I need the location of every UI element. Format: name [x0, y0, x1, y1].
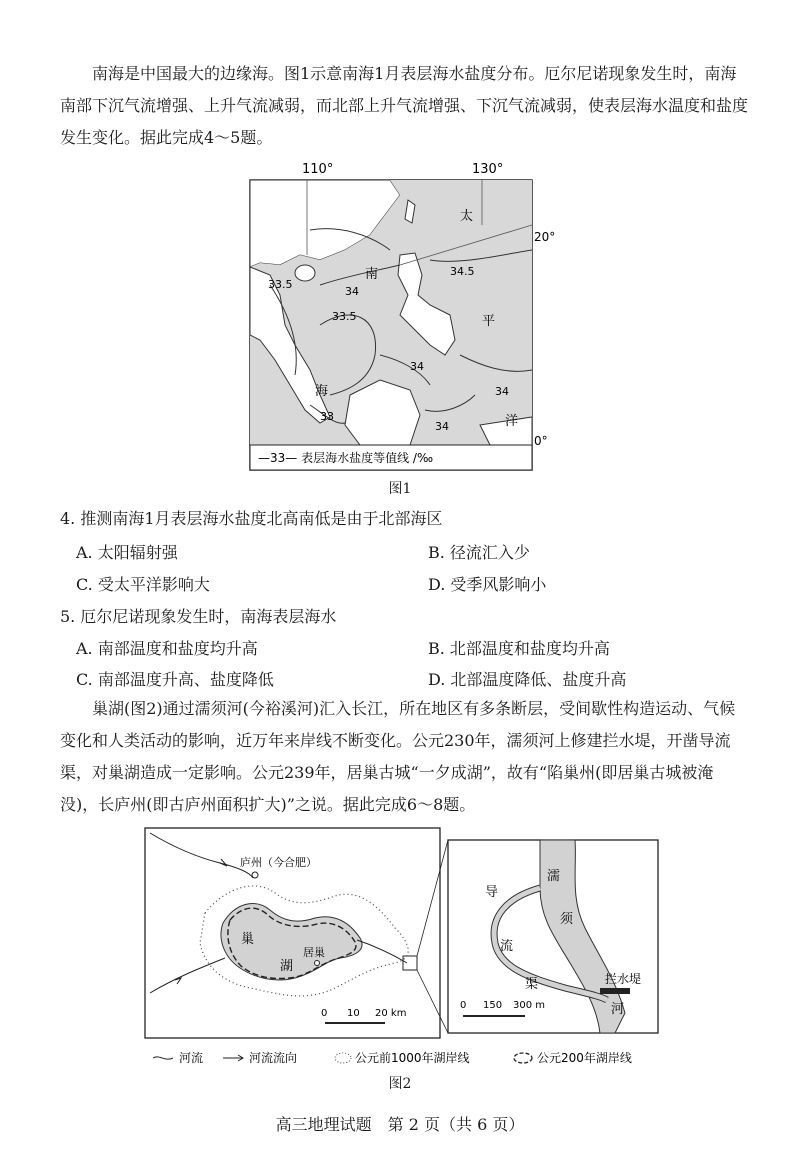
- river-char-1: 濡: [547, 869, 561, 884]
- ocean-name-char-1: 太: [460, 209, 474, 224]
- dam-label: 拦水堤: [605, 972, 642, 986]
- legend-text: —33— 表层海水盐度等值线 /‰: [258, 451, 434, 465]
- legend-1000bc-symbol: [335, 1053, 351, 1063]
- intro-paragraph-2: 巢湖(图2)通过濡须河(今裕溪河)汇入长江，所在地区有多条断层，受间歇性构造运动、气候变化和人类活动的影响，近万年来岸线不断变化。公元230年，濡须河上修建拦水堤，开凿导流渠，对巢湖造成一定影响。公元239年，居巢古城“一夕成湖”，故有“陷巢州(即居巢古城被淹没)，长庐州(即古庐州面积扩大)”之说。据此完成6～8题。: [60, 699, 736, 814]
- figure-1-map: [250, 155, 556, 479]
- luzhou-label: 庐州（今合肥）: [240, 856, 317, 869]
- q4-option-a[interactable]: A. 太阳辐射强: [76, 543, 178, 562]
- sea-name-char-2: 海: [315, 384, 329, 399]
- scale-right-0: 0: [460, 1000, 467, 1011]
- legend-river-label: 河流: [179, 1051, 204, 1065]
- juchao-dot: [315, 961, 320, 966]
- q4-option-b[interactable]: B. 径流汇入少: [428, 543, 530, 562]
- figure-2-caption: 图2: [388, 1076, 412, 1092]
- q5-option-a[interactable]: A. 南部温度和盐度均升高: [76, 639, 258, 658]
- lake-char-2: 湖: [280, 959, 294, 974]
- isoline-label-34d: 34: [435, 420, 449, 433]
- ocean-name-char-2: 平: [482, 314, 496, 329]
- legend-flow-label: 河流流向: [249, 1051, 298, 1065]
- sea-name-char-1: 南: [365, 267, 379, 282]
- ocean-name-char-3: 洋: [505, 414, 519, 429]
- legend-200ad-symbol: [514, 1053, 532, 1063]
- lake-char-1: 巢: [241, 932, 255, 947]
- isoline-label-345: 34.5: [450, 265, 475, 278]
- isoline-label-34a: 34: [345, 285, 359, 298]
- river-char-2: 须: [560, 912, 574, 927]
- canal-char-2: 流: [500, 939, 514, 954]
- q5-option-b[interactable]: B. 北部温度和盐度均升高: [428, 639, 610, 658]
- canal-char-3: 渠: [525, 977, 539, 992]
- q4-option-d[interactable]: D. 受季风影响小: [428, 575, 547, 594]
- figure-1-caption: 图1: [388, 481, 412, 497]
- isoline-label-33: 33: [320, 410, 334, 423]
- luzhou-dot: [252, 872, 258, 878]
- dam-bar: [600, 988, 630, 994]
- salinity-map-svg: [250, 155, 556, 475]
- hainan-island: [295, 265, 315, 281]
- scale-left-20: 20 km: [375, 1008, 407, 1019]
- q4-option-c[interactable]: C. 受太平洋影响大: [76, 575, 210, 594]
- scale-right-300: 300 m: [513, 1000, 546, 1011]
- intro-paragraph-1: 南海是中国最大的边缘海。图1示意南海1月表层海水盐度分布。厄尔尼诺现象发生时，南海南部下沉气流增强、上升气流减弱，而北部上升气流增强、下沉气流减弱，使表层海水温度和盐度发生变化。据此完成4～5题。: [60, 64, 749, 147]
- scale-left-10: 10: [347, 1008, 360, 1019]
- isoline-label-34c: 34: [495, 385, 509, 398]
- canal-char-1: 导: [485, 885, 499, 900]
- scale-right-150: 150: [483, 1000, 503, 1011]
- isoline-label-34b: 34: [410, 360, 424, 373]
- isoline-label-335b: 33.5: [332, 310, 357, 323]
- legend-river-symbol: [153, 1057, 173, 1059]
- legend-1000bc-label: 公元前1000年湖岸线: [355, 1051, 470, 1065]
- lat-label-20: 20°: [534, 230, 556, 244]
- figure-2-map: [145, 828, 665, 1077]
- chaohu-map-svg: [145, 828, 665, 1073]
- isoline-label-335a: 33.5: [268, 278, 293, 291]
- river-char-3: 河: [611, 1002, 625, 1017]
- juchao-label: 居巢: [303, 946, 325, 959]
- lon-label-130: 130°: [472, 162, 504, 177]
- legend-200ad-label: 公元200年湖岸线: [537, 1051, 632, 1065]
- lon-label-110: 110°: [302, 162, 334, 177]
- q5-option-c[interactable]: C. 南部温度升高、盐度降低: [76, 670, 274, 689]
- question-5-stem: 5. 厄尔尼诺现象发生时，南海表层海水: [60, 607, 337, 626]
- q5-option-d[interactable]: D. 北部温度降低、盐度升高: [428, 670, 627, 689]
- scale-left-0: 0: [321, 1008, 328, 1019]
- question-4-stem: 4. 推测南海1月表层海水盐度北高南低是由于北部海区: [60, 509, 443, 528]
- lat-label-0: 0°: [534, 434, 548, 448]
- page-footer: 高三地理试题 第 2 页（共 6 页）: [275, 1115, 525, 1134]
